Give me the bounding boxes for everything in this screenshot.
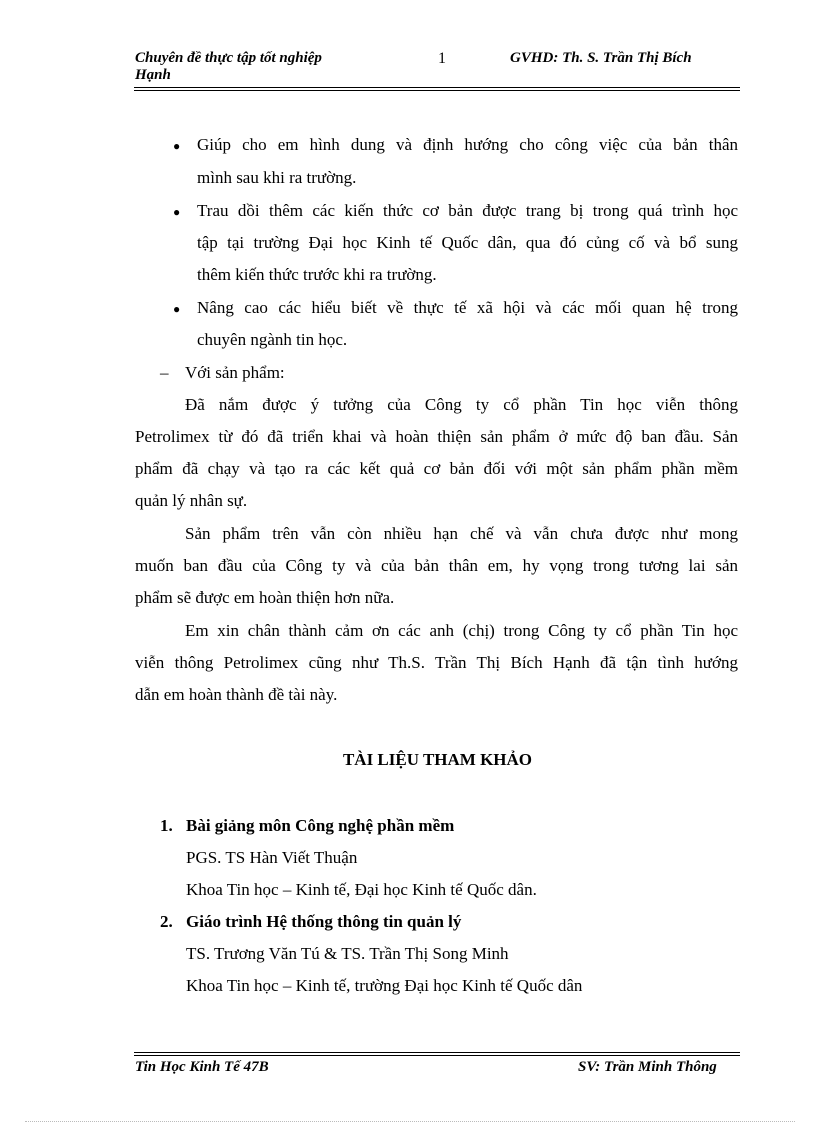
- bullet-1-line-1: Giúp cho em hình dung và định hướng cho công việc của bản thân: [197, 135, 738, 154]
- reference-1-number: 1.: [160, 816, 173, 835]
- footer-rule-top: [134, 1052, 740, 1053]
- reference-2-title: Giáo trình Hệ thống thông tin quản lý: [186, 912, 462, 931]
- reference-2-number: 2.: [160, 912, 173, 931]
- references-heading: TÀI LIỆU THAM KHẢO: [342, 750, 533, 769]
- paragraph-2-line-3: phẩm sẽ được em hoàn thiện hơn nữa.: [135, 588, 395, 607]
- paragraph-1-line-2: Petrolimex từ đó đã triển khai và hoàn thiện sản phẩm ở mức độ ban đầu. Sản: [135, 427, 738, 446]
- paragraph-1-line-3: phẩm đã chạy và tạo ra các kết quả cơ bản đối với một sản phẩm phần mềm: [135, 459, 738, 478]
- footer-student: SV: Trần Minh Thông: [578, 1059, 717, 1075]
- bullet-2-line-2: tập tại trường Đại học Kinh tế Quốc dân, qua đó củng cố và bổ sung: [197, 233, 738, 252]
- header-rule-bottom: [134, 90, 740, 91]
- paragraph-1-line-1: Đã nắm được ý tưởng của Công ty cổ phần Tin học viễn thông: [185, 395, 738, 414]
- paragraph-2-line-1: Sản phẩm trên vẫn còn nhiều hạn chế và vẫn chưa được như mong: [185, 524, 738, 543]
- bullet-icon: ●: [173, 205, 181, 219]
- reference-1-title: Bài giảng môn Công nghệ phần mềm: [186, 816, 455, 835]
- header-advisor-name-wrap: Hạnh: [135, 67, 171, 83]
- bullet-2-line-3: thêm kiến thức trước khi ra trường.: [197, 265, 437, 284]
- bullet-icon: ●: [173, 139, 181, 153]
- dash-item-text: Với sản phẩm:: [185, 363, 285, 382]
- reference-1-source: Khoa Tin học – Kinh tế, Đại học Kinh tế Quốc dân.: [186, 880, 537, 899]
- page-bottom-dotted-line: [25, 1121, 795, 1122]
- bullet-3-line-1: Nâng cao các hiểu biết về thực tế xã hội và các mối quan hệ trong: [197, 298, 738, 317]
- header-course-title: Chuyên đề thực tập tốt nghiệp: [135, 50, 322, 66]
- bullet-1-line-2: mình sau khi ra trường.: [197, 168, 357, 187]
- paragraph-3-line-2: viễn thông Petrolimex cũng như Th.S. Trần Thị Bích Hạnh đã tận tình hướng: [135, 653, 738, 672]
- reference-2-source: Khoa Tin học – Kinh tế, trường Đại học Kinh tế Quốc dân: [186, 976, 583, 995]
- bullet-2-line-1: Trau dồi thêm các kiến thức cơ bản được trang bị trong quá trình học: [197, 201, 738, 220]
- footer-class: Tin Học Kinh Tế 47B: [135, 1059, 269, 1075]
- reference-2-author: TS. Trương Văn Tú & TS. Trần Thị Song Minh: [186, 944, 509, 963]
- header-rule-top: [134, 87, 740, 88]
- header-page-number: 1: [438, 50, 446, 67]
- bullet-3-line-2: chuyên ngành tin học.: [197, 330, 348, 349]
- paragraph-3-line-3: dẫn em hoàn thành đề tài này.: [135, 685, 338, 704]
- reference-1-author: PGS. TS Hàn Viết Thuận: [186, 848, 358, 867]
- footer-rule-bottom: [134, 1055, 740, 1056]
- dash-icon: –: [160, 363, 169, 382]
- paragraph-3-line-1: Em xin chân thành cảm ơn các anh (chị) trong Công ty cổ phần Tin học: [185, 621, 738, 640]
- header-advisor: GVHD: Th. S. Trần Thị Bích: [510, 50, 692, 66]
- paragraph-1-line-4: quản lý nhân sự.: [135, 491, 248, 510]
- bullet-icon: ●: [173, 302, 181, 316]
- paragraph-2-line-2: muốn ban đầu của Công ty và của bản thân em, hy vọng trong tương lai sản: [135, 556, 738, 575]
- header-left: [135, 50, 375, 84]
